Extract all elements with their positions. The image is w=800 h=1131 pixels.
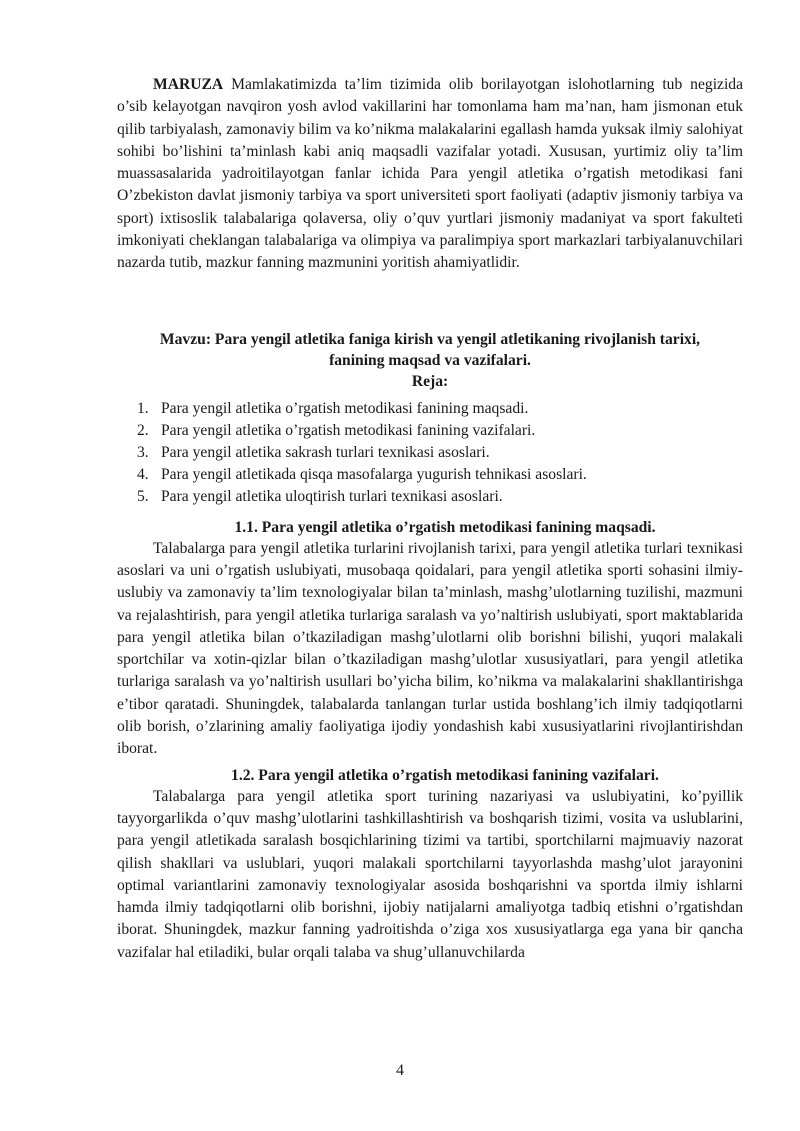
page-number: 4: [396, 1062, 404, 1079]
intro-text: Mamlakatimizda ta’lim tizimida olib borilayotgan islohotlarning tub negizida o’sib kelayotgan navqiron yosh avlod vakillarini har tomonlama ham ma’nan, ham jismonan etuk qilib tarbiyalash, zamonaviy bilim va ko’nikma malakalarini egallash hamda yuksak ilmiy salohiyat sohibi bo’lishini ta’minlash kabi aniq maqsadli vazifalar yotadi. Xususan, yurtimiz oliy ta’lim muassasalarida yadroitilayotgan fanlar ichida Para yengil atletika o’rgatish metodikasi fani O’zbekiston davlat jismoniy tarbiya va sport universiteti sport faoliyati (adaptiv jismoniy tarbiya va sport) ixtisoslik talabalariga qolaversa, oliy o’quv yurtlari jismoniy madaniyat va sport fakulteti imkoniyati cheklangan talabalariga va olimpiya va paralimpiya sport markazlari tarbiyalanuvchilari nazarda tutib, mazkur fanning mazmunini yoritish ahamiyatlidir.: [117, 76, 743, 272]
document-page: [117, 74, 743, 964]
plan-item: [115, 442, 743, 464]
plan-item: [115, 420, 743, 442]
plan-item-text: Para yengil atletika o’rgatish metodikasi fanining maqsadi.: [161, 399, 529, 417]
plan-list: [117, 398, 743, 509]
plan-item-number: 1.: [137, 399, 149, 417]
plan-item-text: Para yengil atletikada qisqa masofalarga yugurish tehnikasi asoslari.: [161, 466, 587, 484]
plan-item-text: Para yengil atletika o’rgatish metodikasi fanining vazifalari.: [161, 421, 536, 439]
plan-item-number: 4.: [137, 466, 149, 484]
plan-item: [115, 486, 743, 508]
plan-item-number: 5.: [137, 488, 149, 506]
topic-heading: [87, 329, 773, 371]
plan-item-text: Para yengil atletika uloqtirish turlari texnikasi asoslari.: [161, 488, 503, 506]
plan-item: [115, 398, 743, 420]
section-2-title: 1.2. Para yengil atletika o’rgatish metodikasi fanining vazifalari.: [231, 766, 659, 784]
topic-line-1: Mavzu: Para yengil atletika faniga kirish va yengil atletikaning rivojlanish tarixi,: [159, 330, 701, 348]
plan-title: Reja:: [411, 372, 449, 390]
plan-item-number: 3.: [137, 444, 149, 462]
plan-item: [115, 464, 743, 486]
intro-paragraph: [117, 74, 743, 275]
topic-line-2: fanining maqsad va vazifalari.: [329, 351, 531, 369]
plan-item-number: 2.: [137, 421, 149, 439]
intro-lead: MARUZA: [153, 76, 224, 93]
plan-item-text: Para yengil atletika sakrash turlari texnikasi asoslari.: [161, 444, 490, 462]
section-1-paragraph: Talabalarga para yengil atletika turlarini rivojlanish tarixi, para yengil atletika turlari texnikasi asoslari va uni o’rgatish uslubiyati, musobaqa qoidalari, para yengil atletika sporti sohasini ilmiy-uslubiy va zamonaviy ta’lim texnologiyalar bilan ta’minlash, mashg’ulotlarning tuzilishi, mazmuni va rejalashtirish, para yengil atletika turlariga saralash va yo’naltirish uslubiyati, sport maktablarida para yengil atletika bilan o’tkaziladigan mashg’ulotlarni olib borishni bilishi, yuqori malakali sportchilar va xotin-qizlar bilan o’tkaziladigan mashg’ulotlar xususiyatlari, para yengil atletika turlariga saralash va yo’naltirish usullari bo’yicha bilim, ko’nikma va malakalarini shakllantirishga e’tibor qaratadi. Shuningdek, talabalarda tanlangan turlar ustida boshlang’ich ilmiy tadqiqotlarni olib borish, o’zlarining amaliy faoliyatiga ijodiy yondashish kabi xususiyatlarini rivojlantirishdan iborat.: [117, 539, 743, 758]
section-2-paragraph: Talabalarga para yengil atletika sport turining nazariyasi va uslubiyatini, ko’pyillik tayyorgarlikda o’quv mashg’ulotlarini tashkillashtirish va boshqarish tizimi, vosita va uslublarini, para yengil atletikada saralash bosqichlarining tizimi va tartibi, sportchilarni majmuaviy nazorat qilish shakllari va uslublari, yuqori malakali sportchilarni tayyorlashda mashg’ulot jarayonini optimal variantlarini zamonaviy texnologiyalar asosida boshqarishni va sportda ilmiy ishlarni hamda ilmiy tadqiqotlarni olib borishni, ijobiy natijalarni amaliyotga tadbiq etishni o’rgatishdan iborat. Shuningdek, mazkur fanning yadroitishda o’ziga xos xususiyatlarga ega yana bir qancha vazifalar hal etiladiki, bular orqali talaba va shug’ullanuvchilarda: [117, 787, 743, 961]
section-1-title: 1.1. Para yengil atletika o’rgatish metodikasi fanining maqsadi.: [234, 518, 656, 536]
